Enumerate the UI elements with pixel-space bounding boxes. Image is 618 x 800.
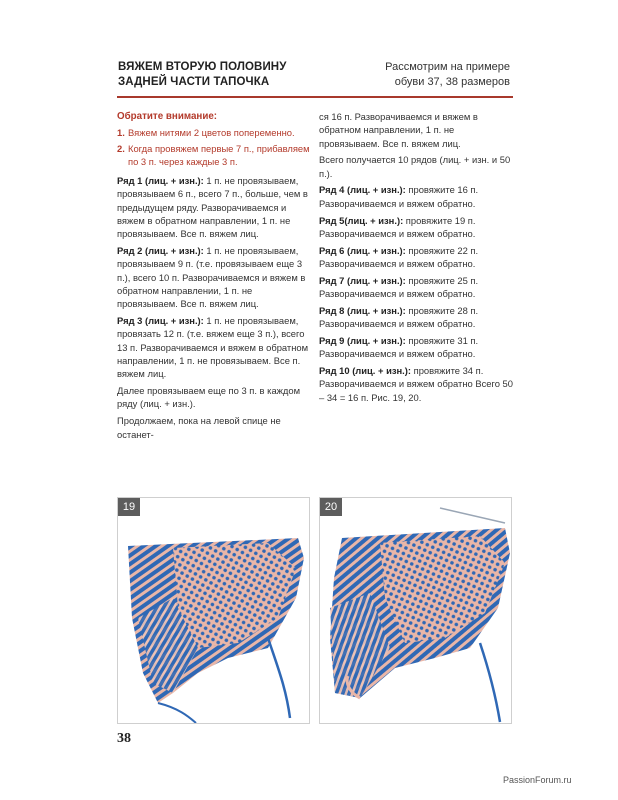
paragraph bbox=[117, 384, 310, 411]
paragraph bbox=[319, 244, 513, 271]
paragraph bbox=[319, 334, 513, 361]
paragraph-text: провяжите 31 п. Разворачиваемся и вяжем обратно. bbox=[319, 334, 479, 360]
page-number: 38 bbox=[117, 731, 131, 746]
row-label: Ряд 7 (лиц. + изн.): bbox=[319, 274, 406, 286]
footer-watermark: PassionForum.ru bbox=[503, 775, 572, 785]
note-list bbox=[117, 126, 310, 168]
paragraph bbox=[319, 304, 513, 331]
paragraph bbox=[319, 183, 513, 210]
paragraph bbox=[319, 274, 513, 301]
row-label: Ряд 9 (лиц. + изн.): bbox=[319, 334, 406, 346]
row-label: Ряд 5(лиц. + изн.): bbox=[319, 214, 404, 226]
paragraph bbox=[319, 153, 513, 180]
note-item-number: 2. bbox=[117, 142, 125, 154]
paragraph-text: провяжите 22 п. Разворачиваемся и вяжем обратно. bbox=[319, 244, 479, 269]
section-title: ВЯЖЕМ ВТОРУЮ ПОЛОВИНУ ЗАДНЕЙ ЧАСТИ ТАПОЧКА bbox=[118, 61, 287, 88]
paragraph-text: провяжите 16 п. Разворачиваемся и вяжем обратно. bbox=[319, 184, 479, 209]
right-column bbox=[319, 110, 513, 407]
note-item-number: 1. bbox=[117, 127, 125, 139]
paragraph-text: провяжите 25 п. Разворачиваемся и вяжем обратно. bbox=[319, 274, 479, 300]
row-label: Ряд 4 (лиц. + изн.): bbox=[319, 184, 406, 196]
note-item bbox=[117, 142, 310, 169]
paragraph-text: 1 п. не провязываем, провязываем 9 п. (т.е. провязываем еще 3 п.), всего 10 п. Разворачиваемся и вяжем в обратном направлении, 1 п. не провязываем. Все п. вяжем лиц. bbox=[117, 245, 306, 310]
paragraph bbox=[319, 110, 513, 150]
paragraph-text: провяжите 19 п. Разворачиваемся и вяжем обратно. bbox=[319, 214, 476, 239]
row-label: Ряд 1 (лиц. + изн.): bbox=[117, 175, 204, 187]
left-column bbox=[117, 110, 310, 444]
figure-19-photo bbox=[117, 497, 310, 724]
note-item bbox=[117, 126, 310, 139]
paragraph bbox=[117, 244, 310, 310]
knitted-slipper-image bbox=[320, 498, 512, 724]
header-divider bbox=[117, 96, 513, 98]
row-label: Ряд 8 (лиц. + изн.): bbox=[319, 304, 406, 316]
paragraph bbox=[319, 214, 513, 241]
paragraph bbox=[117, 314, 310, 380]
paragraph bbox=[319, 364, 513, 404]
paragraph-text: Продолжаем, пока на левой спице не останет- bbox=[117, 415, 281, 440]
paragraph-text: 1 п. не провязываем, провязать 12 п. (т.е. вяжем еще 3 п.), всего 13 п. Разворачиваемся и вяжем в обратном направлении, 1 п. не провязываем. Все п. вяжем лиц. bbox=[117, 315, 309, 380]
paragraph-text: 1 п. не провязываем, провязываем 6 п., всего 7 п., больше, чем в предыдущем ряду. Разворачиваемся и вяжем в обратном направлении, 1 п. не провязываем. Все п. вяжем лиц. bbox=[117, 175, 308, 240]
section-subtitle: Рассмотрим на примере обуви 37, 38 размеров bbox=[385, 61, 510, 88]
paragraph-text: провяжите 28 п. Разворачиваемся и вяжем обратно. bbox=[319, 304, 479, 330]
row-label: Ряд 2 (лиц. + изн.): bbox=[117, 245, 204, 257]
figure-20-photo bbox=[319, 497, 512, 724]
row-label: Ряд 6 (лиц. + изн.): bbox=[319, 244, 406, 256]
note-title: Обратите внимание: bbox=[117, 111, 218, 122]
note-item-text: Когда провяжем первые 7 п., прибавляем по 3 п. через каждые 3 п. bbox=[128, 142, 310, 167]
paragraph-text: Всего получается 10 рядов (лиц. + изн. и 50 п.). bbox=[319, 154, 511, 179]
paragraph-text: ся 16 п. Разворачиваемся и вяжем в обратном направлении, 1 п. не провязываем. Все п. вяжем лиц. bbox=[319, 111, 478, 149]
paragraph-text: провяжите 34 п. Разворачиваемся и вяжем обратно Всего 50 – 34 = 16 п. Рис. 19, 20. bbox=[319, 365, 513, 403]
figure-number: 20 bbox=[320, 498, 342, 516]
knitted-slipper-image bbox=[118, 498, 310, 724]
paragraph bbox=[117, 414, 310, 441]
paragraph bbox=[117, 174, 310, 240]
paragraph-text: Далее провязываем еще по 3 п. в каждом ряду (лиц. + изн.). bbox=[117, 385, 301, 410]
note-item-text: Вяжем нитями 2 цветов попеременно. bbox=[128, 127, 295, 139]
row-label: Ряд 3 (лиц. + изн.): bbox=[117, 315, 204, 327]
row-label: Ряд 10 (лиц. + изн.): bbox=[319, 365, 412, 377]
figure-number: 19 bbox=[118, 498, 140, 516]
